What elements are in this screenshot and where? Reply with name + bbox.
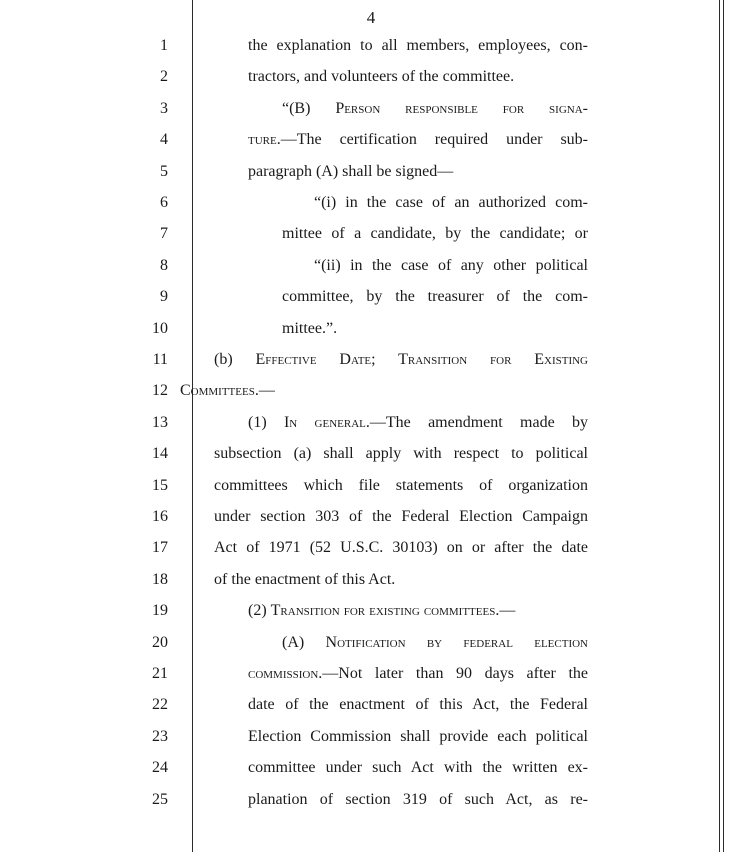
text-line [0, 473, 742, 499]
line-text: the explanation to all members, employees, con- [248, 37, 588, 54]
line-number: 17 [152, 539, 168, 557]
line-text: committee, by the treasurer of the com- [282, 288, 588, 306]
line-text: tractors, and volunteers of the committee. [248, 68, 515, 86]
line-number: 6 [160, 194, 168, 211]
line-text: subsection (a) shall apply with respect to political [214, 445, 588, 463]
line-number: 7 [160, 225, 168, 243]
text-line [0, 221, 742, 247]
text-line [0, 64, 742, 90]
text-line [0, 410, 742, 436]
line-number: 23 [152, 727, 168, 745]
small-caps-heading: ture [248, 131, 277, 149]
line-text: ture.—The certification required under sub- [248, 131, 588, 149]
page-number: 4 [366, 8, 376, 27]
line-number: 19 [152, 602, 168, 620]
small-caps-heading: Committees. [180, 382, 259, 400]
text-line [0, 127, 742, 153]
line-number: 14 [152, 445, 168, 463]
line-text: “(i) in the case of an authorized com- [314, 194, 588, 211]
line-number: 20 [152, 633, 168, 651]
line-number: 3 [160, 99, 168, 117]
text-line [0, 535, 742, 561]
line-text: “(ii) in the case of any other political [314, 256, 588, 274]
line-text: under section 303 of the Federal Election Campaign [214, 508, 588, 525]
line-number: 15 [152, 476, 168, 494]
line-text: committee under such Act with the written ex- [248, 759, 588, 777]
line-number: 11 [152, 351, 168, 368]
line-number: 1 [160, 37, 168, 54]
line-text: Committees.— [180, 382, 275, 400]
text-line [0, 347, 742, 373]
line-number: 24 [152, 759, 168, 777]
line-text: (1) In general.—The amendment made by [248, 413, 588, 431]
line-text: (b) Effective Date; Transition for Existing [214, 351, 588, 368]
text-line [0, 598, 742, 624]
line-number: 10 [152, 319, 168, 337]
text-line [0, 692, 742, 718]
text-line [0, 253, 742, 279]
line-number: 8 [160, 256, 168, 274]
small-caps-heading: In general [283, 413, 366, 431]
line-number: 25 [152, 790, 168, 808]
text-line [0, 316, 742, 342]
text-line [0, 441, 742, 467]
text-line [0, 378, 742, 404]
line-number: 4 [160, 131, 168, 149]
small-caps-heading: Effective Date; Transition for Existing [255, 351, 588, 368]
small-caps-heading: Notification by federal election [325, 633, 588, 651]
line-text: “(B) Person responsible for signa- [282, 99, 588, 117]
small-caps-heading: Person responsible for signa [335, 99, 583, 117]
line-text: committees which file statements of organization [214, 476, 588, 494]
line-number: 21 [152, 665, 168, 682]
text-line [0, 755, 742, 781]
text-line [0, 661, 742, 687]
text-line [0, 567, 742, 593]
line-number: 2 [160, 68, 168, 86]
small-caps-heading: Transition for existing committees [270, 602, 496, 620]
text-line [0, 96, 742, 122]
text-line [0, 630, 742, 656]
line-number: 18 [152, 570, 168, 588]
text-line [0, 787, 742, 813]
line-text: mittee of a candidate, by the candidate; or [282, 225, 588, 243]
text-line [0, 724, 742, 750]
line-number: 5 [160, 162, 168, 180]
line-text: Election Commission shall provide each political [248, 727, 588, 745]
text-line [0, 33, 742, 59]
text-line [0, 504, 742, 530]
text-line [0, 284, 742, 310]
line-text: of the enactment of this Act. [214, 570, 396, 588]
line-number: 22 [152, 696, 168, 714]
line-text: planation of section 319 of such Act, as re- [248, 790, 588, 808]
line-number: 13 [152, 413, 168, 431]
line-number: 12 [152, 382, 168, 400]
line-number: 9 [160, 288, 168, 306]
line-number: 16 [152, 508, 168, 525]
line-text: Act of 1971 (52 U.S.C. 30103) on or after the date [214, 539, 588, 557]
text-line [0, 159, 742, 185]
line-text: paragraph (A) shall be signed— [248, 162, 454, 180]
line-text: (2) Transition for existing committees.— [248, 602, 516, 620]
small-caps-heading: commission [248, 665, 319, 682]
line-text: (A) Notification by federal election [282, 633, 588, 651]
line-text: date of the enactment of this Act, the Federal [248, 696, 588, 714]
line-text: mittee.”. [282, 319, 338, 337]
text-line [0, 190, 742, 216]
line-text: commission.—Not later than 90 days after the [248, 665, 588, 682]
